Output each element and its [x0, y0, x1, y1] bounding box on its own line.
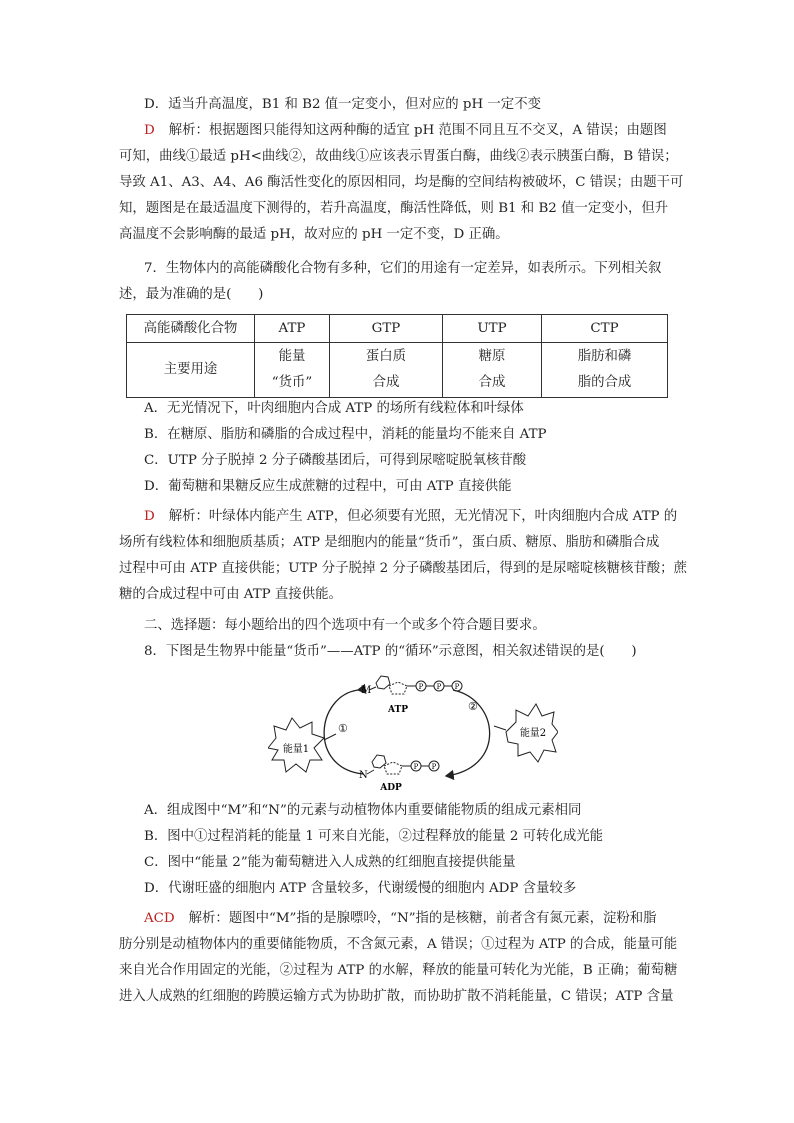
table-cell: 脂肪和磷 脂的合成: [542, 343, 668, 398]
table-cell: 糖原 合成: [443, 343, 542, 398]
q8-explanation-line: 肪分别是动植物体内的重要储能物质，不含氮元素，A 错误；①过程为 ATP 的合成，能量可能: [119, 937, 678, 952]
q7-explanation-line: 糖的合成过程中可由 ATP 直接供能。: [119, 587, 342, 602]
label-energy1: 能量1: [282, 744, 310, 755]
q7-explanation-line: 场所有线粒体和细胞质基质；ATP 是细胞内的能量“货币”，蛋白质、糖原、脂肪和磷脂合成: [119, 535, 660, 550]
q6-explanation-line: D 解析：根据题图只能得知这两种酶的适宜 pH 范围不同且互不交叉，A 错误；由题图: [144, 123, 667, 138]
table-cell: 蛋白质 合成: [330, 343, 443, 398]
svg-text:P: P: [418, 683, 424, 691]
q6-explanation-line: 可知，曲线①最适 pH<曲线②，故曲线①应该表示胃蛋白酶，曲线②表示胰蛋白酶，B 错误；: [119, 149, 678, 164]
svg-text:P: P: [413, 763, 419, 771]
q8-option-a: A．组成图中“M”和“N”的元素与动植物体内重要储能物质的组成元素相同: [144, 803, 582, 818]
q8-option-c: C．图中“能量 2”能为葡萄糖进入人成熟的红细胞直接提供能量: [144, 855, 516, 870]
ribose-pentagon: [384, 762, 402, 774]
label-m: M: [361, 685, 372, 696]
q8-explanation-line: 来自光合作用固定的光能，②过程为 ATP 的水解，释放的能量可转化为光能，B 正确；葡萄糖: [119, 963, 678, 978]
q6-explanation-line: 导致 A1、A3、A4、A6 酶活性变化的原因相同，均是酶的空间结构被破坏，C 错误；由题干可: [119, 175, 684, 190]
table-header-cell: CTP: [542, 315, 668, 343]
q8-answer: ACD: [144, 911, 175, 926]
atp-cycle-diagram: [268, 668, 558, 793]
label-energy2: 能量2: [519, 728, 547, 739]
q7-stem: 述，最为准确的是( ): [119, 287, 264, 302]
svg-text:P: P: [436, 683, 442, 691]
label-adp: ADP: [380, 783, 402, 793]
adenine-ring: [376, 676, 390, 689]
table-header-cell: ATP: [255, 315, 330, 343]
q8-stem: 8．下图是生物界中能量“货币”——ATP 的“循环”示意图，相关叙述错误的是( ): [144, 644, 637, 659]
q6-explanation-line: 知，题图是在最适温度下测得的，若升高温度，酶活性降低，则 B1 和 B2 值一定变小，但升: [119, 201, 669, 216]
q8-explanation-line: 进入人成熟的红细胞的跨膜运输方式为协助扩散，而协助扩散不消耗能量，C 错误；ATP 含量: [119, 989, 674, 1004]
q7-table: [126, 314, 668, 398]
q8-option-b: B．图中①过程消耗的能量 1 可来自光能，②过程释放的能量 2 可转化成光能: [144, 829, 604, 844]
q7-stem: 7．生物体内的高能磷酸化合物有多种，它们的用途有一定差异，如表所示。下列相关叙: [144, 261, 662, 276]
table-header-cell: GTP: [330, 315, 443, 343]
svg-text:P: P: [454, 683, 460, 691]
label-n: N: [359, 770, 368, 781]
q7-explanation-line: 过程中可由 ATP 直接供能；UTP 分子脱掉 2 分子磷酸基团后，得到的是尿嘧啶核糖核苷酸；蔗: [119, 561, 687, 576]
svg-text:P: P: [431, 763, 437, 771]
section-heading: 二、选择题：每小题给出的四个选项中有一个或多个符合题目要求。: [144, 618, 546, 633]
q6-answer: D: [144, 123, 155, 138]
label-atp: ATP: [388, 705, 408, 715]
q6-explanation-line: 高温度不会影响酶的最适 pH，故对应的 pH 一定不变，D 正确。: [119, 227, 509, 242]
label-step1: ①: [338, 722, 348, 735]
label-step2: ②: [468, 700, 478, 713]
table-header-cell: 高能磷酸化合物: [127, 315, 255, 343]
adenine-ring: [372, 755, 386, 768]
ribose-pentagon: [389, 682, 407, 694]
table-cell: 能量 “货币”: [255, 343, 330, 398]
table-row-label: 主要用途: [127, 343, 255, 398]
q6-option-d: D．适当升高温度，B1 和 B2 值一定变小，但对应的 pH 一定不变: [144, 97, 541, 112]
q7-explanation-line: D 解析：叶绿体内能产生 ATP，但必须要有光照，无光情况下，叶肉细胞内合成 ATP 的: [144, 509, 678, 524]
q8-option-d: D．代谢旺盛的细胞内 ATP 含量较多，代谢缓慢的细胞内 ADP 含量较多: [144, 881, 577, 896]
q7-option-a: A．无光情况下，叶肉细胞内合成 ATP 的场所有线粒体和叶绿体: [144, 401, 524, 416]
q7-option-c: C．UTP 分子脱掉 2 分子磷酸基团后，可得到尿嘧啶脱氧核苷酸: [144, 453, 527, 468]
q7-option-d: D．葡萄糖和果糖反应生成蔗糖的过程中，可由 ATP 直接供能: [144, 479, 512, 494]
q7-option-b: B．在糖原、脂肪和磷脂的合成过程中，消耗的能量均不能来自 ATP: [144, 427, 547, 442]
q7-answer: D: [144, 509, 155, 524]
q8-explanation-line: ACD 解析：题图中“M”指的是腺嘌呤，“N”指的是核糖，前者含有氮元素，淀粉和脂: [144, 911, 657, 926]
table-header-cell: UTP: [443, 315, 542, 343]
